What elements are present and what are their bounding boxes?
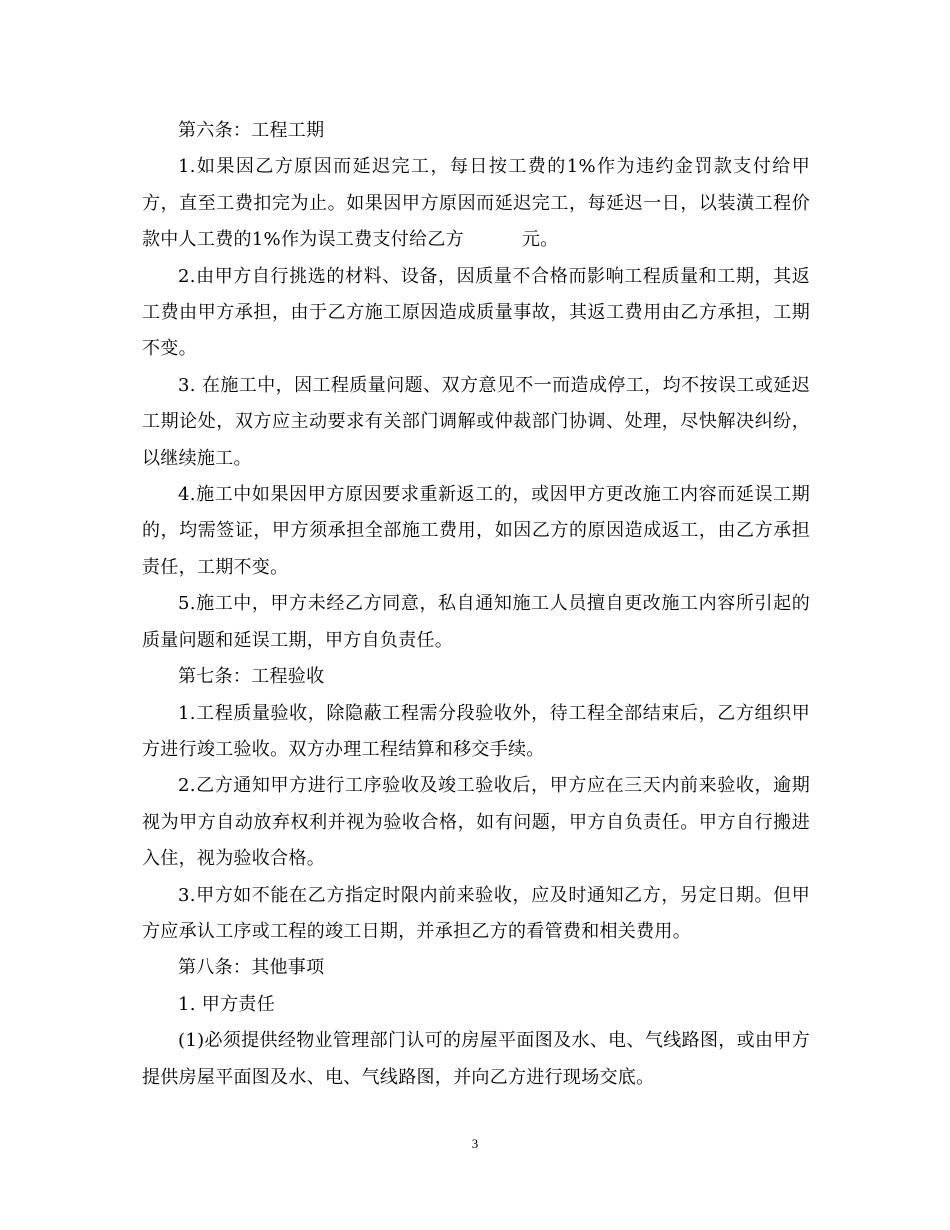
section-heading-8: 第八条：其他事项 <box>178 957 325 979</box>
clause-6-1-text: 1.如果因乙方原因而延迟完工，每日按工费的1%作为违约金罚款支付给甲方，直至工费扣完为止。如果因甲方原因而延迟完工，每延迟一日，以装潢工程价款中人工费的1%作为误工费支付给乙方 <box>142 156 810 251</box>
clause-7-1: 1.工程质量验收，除隐蔽工程需分段验收外，待工程全部结束后，乙方组织甲方进行竣工验收。双方办理工程结算和移交手续。 <box>142 702 810 760</box>
clause-6-5: 5.施工中，甲方未经乙方同意，私自通知施工人员擅自更改施工内容所引起的质量问题和延误工期，甲方自负责任。 <box>142 593 810 651</box>
page-number: 3 <box>471 1136 479 1151</box>
clause-6-2: 2.由甲方自行挑选的材料、设备，因质量不合格而影响工程质量和工期，其返工费由甲方承担，由于乙方施工原因造成质量事故，其返工费用由乙方承担，工期不变。 <box>142 265 810 360</box>
clause-6-4: 4.施工中如果因甲方原因要求重新返工的，或因甲方更改施工内容而延误工期的，均需签证，甲方须承担全部施工费用，如因乙方的原因造成返工，由乙方承担责任，工期不变。 <box>142 484 810 578</box>
clause-6-1-tail: 元。 <box>521 229 559 251</box>
subsection-heading-8-1: 1. 甲方责任 <box>178 993 275 1015</box>
clause-6-1 <box>142 149 810 258</box>
section-heading-7: 第七条：工程验收 <box>178 666 325 688</box>
clause-7-3: 3.甲方如不能在乙方指定时限内前来验收，应及时通知乙方，另定日期。但甲方应承认工序或工程的竣工日期，并承担乙方的看管费和相关费用。 <box>142 884 810 942</box>
clause-7-2: 2.乙方通知甲方进行工序验收及竣工验收后，甲方应在三天内前来验收，逾期视为甲方自动放弃权利并视为验收合格，如有问题，甲方自负责任。甲方自行搬进入住，视为验收合格。 <box>142 775 810 870</box>
section-heading-6: 第六条：工程工期 <box>178 120 325 141</box>
clause-8-1-1: (1)必须提供经物业管理部门认可的房屋平面图及水、电、气线路图，或由甲方提供房屋平面图及水、电、气线路图，并向乙方进行现场交底。 <box>142 1030 810 1088</box>
document-body <box>142 113 810 1096</box>
clause-6-3: 3. 在施工中，因工程质量问题、双方意见不一而造成停工，均不按误工或延迟工期论处，双方应主动要求有关部门调解或仲裁部门协调、处理，尽快解决纠纷，以继续施工。 <box>142 374 810 469</box>
